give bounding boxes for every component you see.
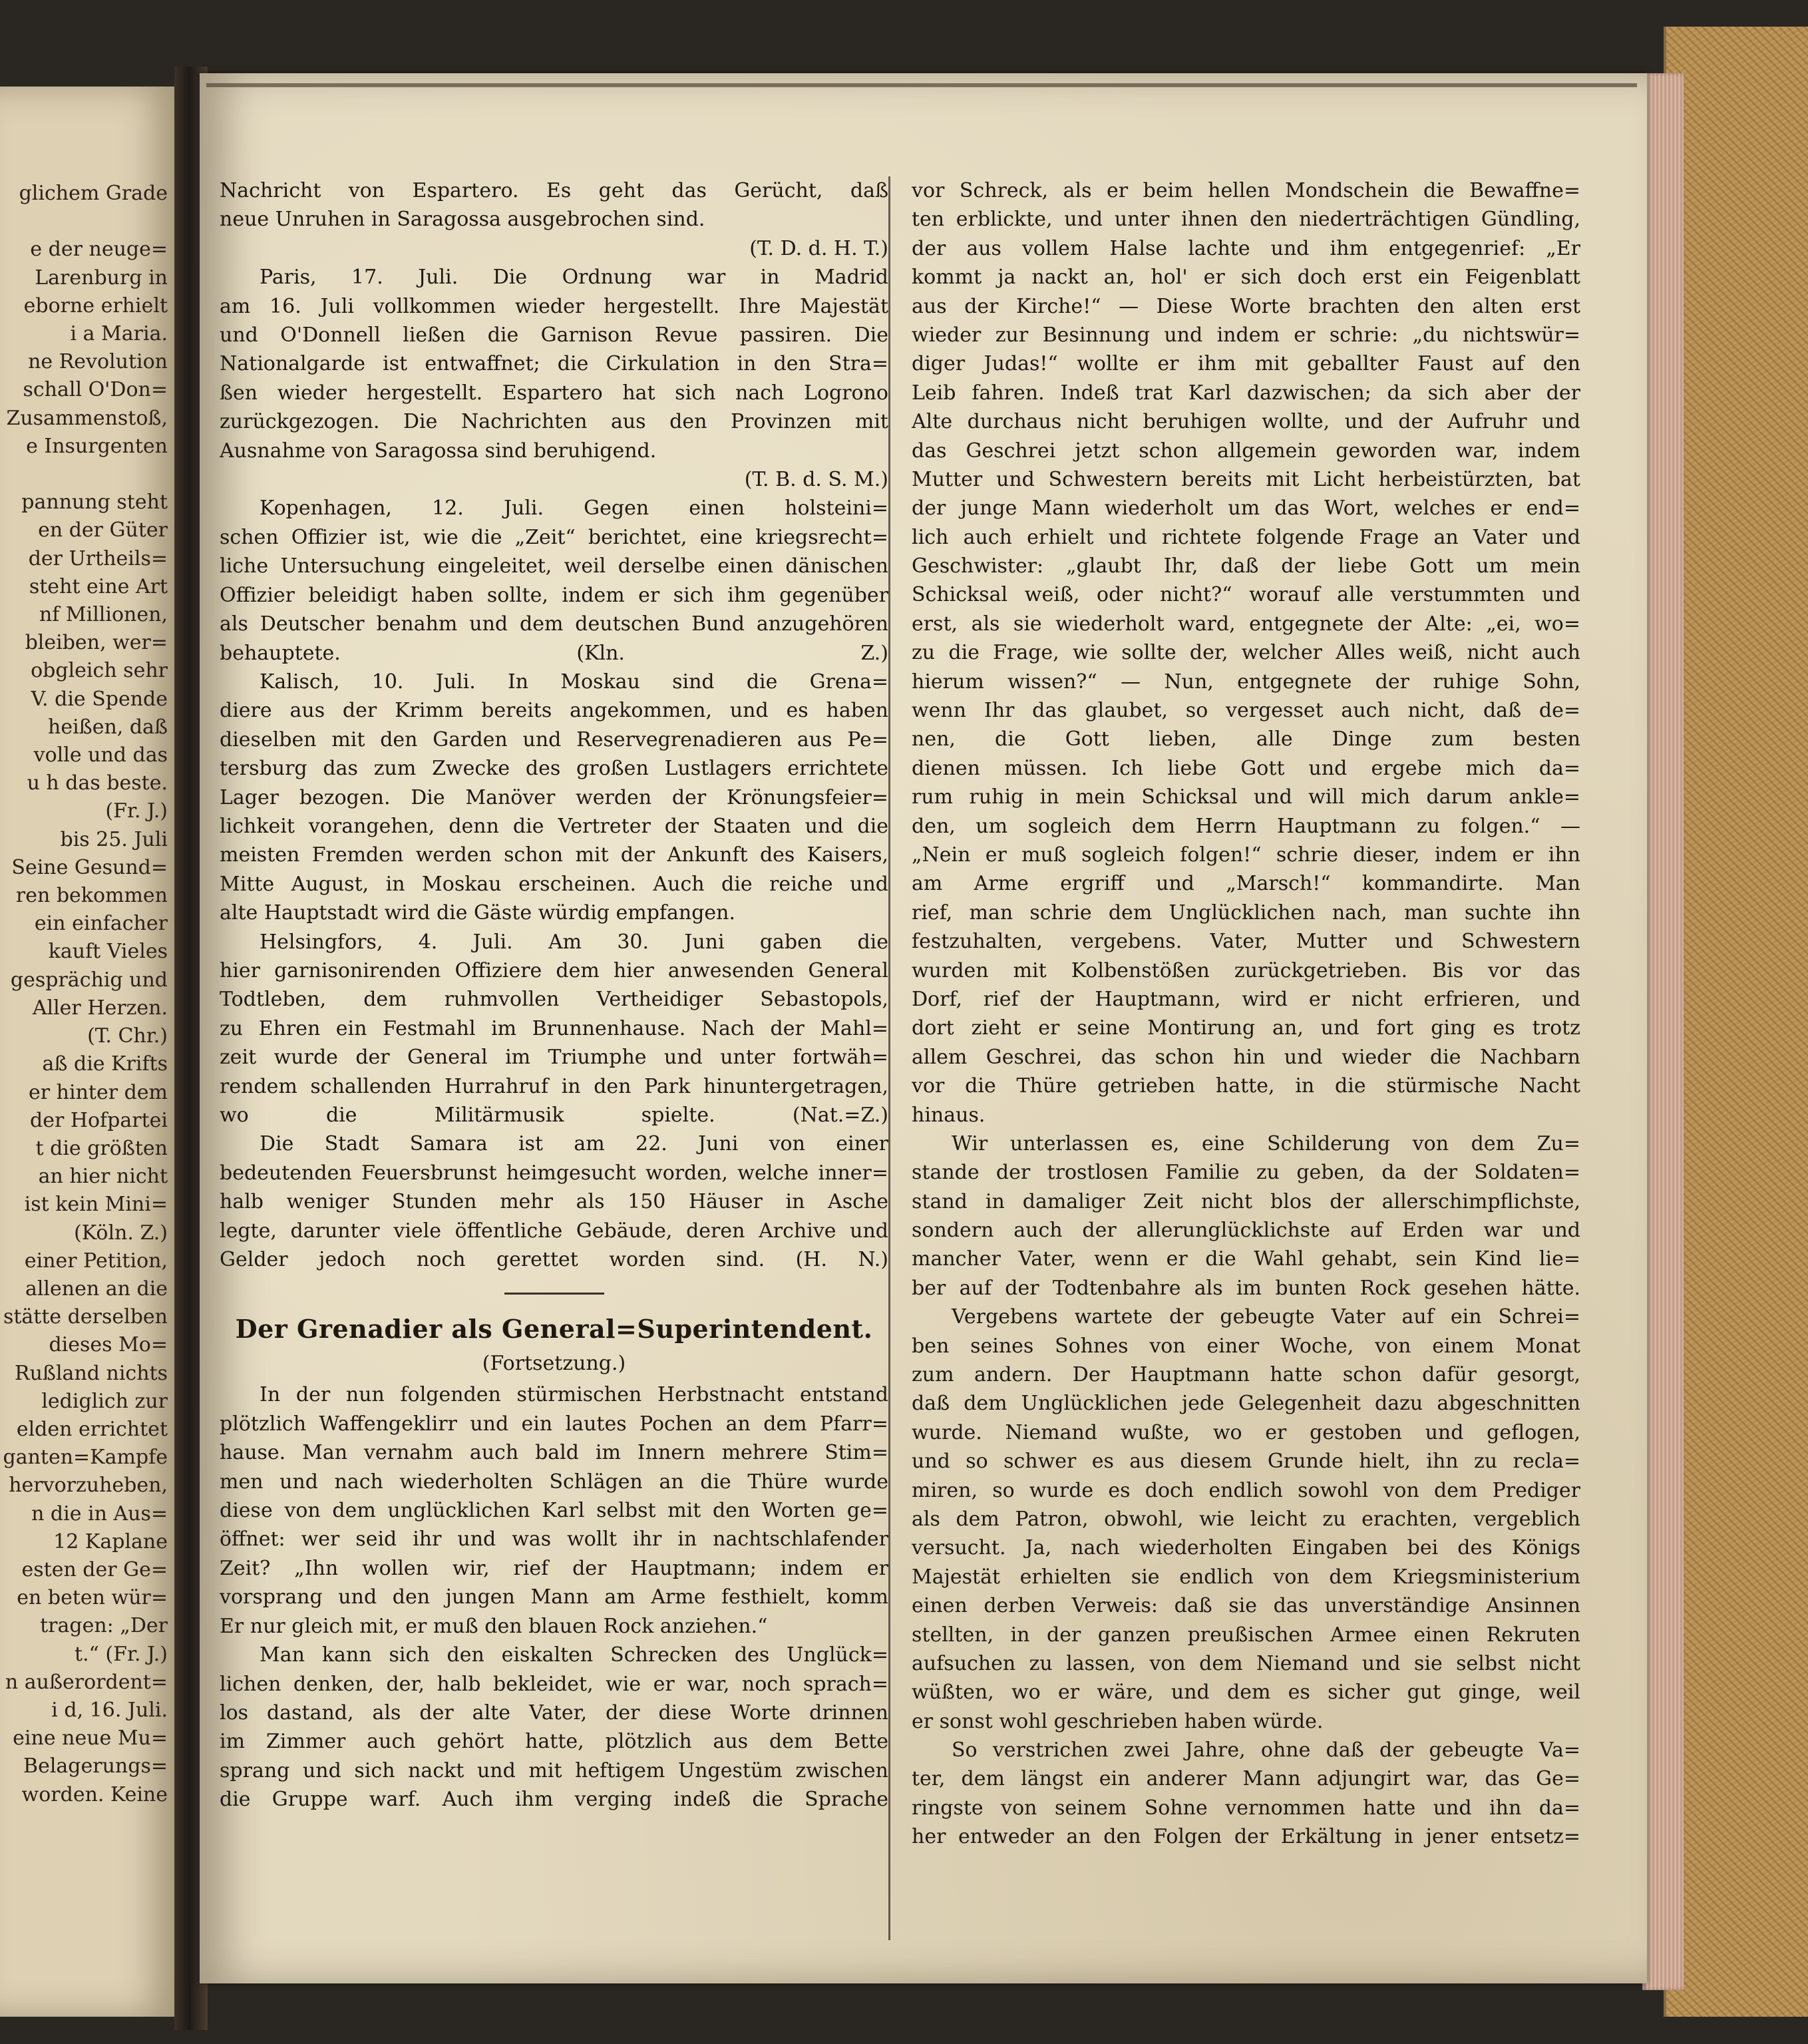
facing-text-line: ein einfacher [34,912,168,936]
text-line: ten erblickte, und unter ihnen den niederträchtigen Gündling, [912,208,1580,232]
text-line: Ausnahme von Saragossa sind beruhigend. [220,439,657,463]
text-line: So verstrichen zwei Jahre, ohne daß der gebeugte Va= [952,1738,1580,1762]
source-credit: (T. D. d. H. T.) [749,236,888,260]
text-line: hause. Man vernahm auch bald im Innern mehrere Stim= [220,1441,888,1465]
facing-text-line: (Köln. Z.) [74,1221,168,1245]
facing-text-line: tragen: „Der [40,1614,168,1638]
facing-text-line: dieses Mo= [49,1333,168,1357]
continuation-note: (Fortsetzung.) [482,1352,626,1376]
facing-text-line: Aller Herzen. [32,996,168,1020]
facing-text-line: en beten wür= [17,1586,168,1610]
text-line: Nachricht von Espartero. Es geht das Gerücht, daß [220,179,888,202]
facing-text-line: ganten=Kampfe [3,1446,168,1470]
text-line: öffnet: wer seid ihr und was wollt ihr in nachtschlafender [220,1528,888,1551]
facing-text-line: Larenburg in [35,266,168,290]
text-line: stand in damaliger Zeit nicht blos der allerschimpflichste, [912,1189,1580,1213]
text-line: hierum wissen?“ — Nun, entgegnete der ruhige Sohn, [912,670,1580,694]
facing-text-line: obgleich sehr [31,659,168,683]
facing-text-line: kauft Vieles [48,940,168,964]
text-line: und O'Donnell ließen die Garnison Revue passiren. Die [220,323,888,347]
facing-text-line: t.“ (Fr. J.) [74,1642,168,1666]
facing-text-line: stätte derselben [3,1305,168,1329]
text-line: der aus vollem Halse lachte und ihm entgegenrief: „Er [912,236,1580,260]
text-line: Kopenhagen, 12. Juli. Gegen einen holsteini= [260,497,888,520]
text-line: festzuhalten, vergebens. Vater, Mutter und Schwestern [912,930,1580,954]
text-line: Alte durchaus nicht beruhigen wollte, und der Aufruhr und [912,410,1580,434]
kalisch-report [220,668,888,928]
facing-text-line: allenen an die [25,1277,168,1301]
facing-text-line: i d, 16. Juli. [51,1698,168,1722]
text-line: er sonst wohl geschrieben haben würde. [912,1709,1324,1733]
facing-text-line: bleiben, wer= [25,631,168,655]
newspaper-page [200,73,1647,1983]
facing-text-line: er hinter dem [29,1080,168,1104]
text-line: ßen wieder hergestellt. Espartero hat sich nach Logrono [220,381,888,405]
text-line: der junge Mann wiederholt um das Wort, welches er end= [912,497,1580,520]
helsingfors-report [220,928,888,1130]
text-line: her entweder an den Folgen der Erkältung in jener entsetz= [912,1825,1580,1849]
facing-text-line: n außerordent= [5,1670,168,1694]
facing-text-line: Belagerungs= [23,1754,168,1778]
text-line: allem Geschrei, das schon hin und wieder die Nachbarn [912,1045,1580,1069]
text-line: die Gruppe warf. Auch ihm verging indeß die Sprache [220,1788,888,1812]
facing-text-line [0,208,168,236]
text-line: mancher Vater, wenn er die Wahl gehabt, sein Kind lie= [912,1247,1580,1271]
text-line: sprang und sich nackt und mit heftigem Ungestüm zwischen [220,1758,888,1782]
text-line: vorsprang und den jungen Mann am Arme festhielt, komm [220,1585,888,1609]
text-line: Nationalgarde ist entwaffnet; die Cirkulation in den Stra= [220,352,888,376]
facing-text-line: Zusammenstoß, [6,406,168,430]
text-line: Majestät erhielten sie endlich von dem Kriegsministerium [912,1565,1580,1589]
text-line: ben seines Sohnes von einer Woche, von einem Monat [912,1334,1580,1358]
text-line: wurde. Niemand wußte, wo er gestoben und geflogen, [912,1420,1580,1444]
text-line: Dorf, rief der Hauptmann, wird er nicht erfrieren, und [912,987,1580,1011]
text-line: als Deutscher benahm und dem deutschen Bund anzugehören [220,612,888,636]
facing-text-line: (Fr. J.) [105,799,168,823]
facing-text-line: heißen, daß [48,715,168,739]
text-line: Man kann sich den eiskalten Schrecken des Unglück= [260,1643,888,1667]
text-line: den, um sogleich dem Herrn Hauptmann zu folgen.“ — [912,814,1580,838]
facing-text-line: i a Maria. [70,322,168,346]
text-line: vor die Thüre getrieben hatte, in die stürmische Nacht [912,1074,1580,1098]
text-line: miren, so wurde es doch endlich sowohl von dem Prediger [912,1478,1580,1502]
facing-text-line: einer Petition, [24,1249,168,1273]
facing-text-line: an hier nicht [38,1165,168,1189]
facing-text-line: e Insurgenten [26,434,168,458]
text-line: aufsuchen zu lassen, von dem Niemand und sie selbst nicht [912,1651,1580,1675]
facing-text-line: 12 Kaplane [53,1530,168,1553]
text-line: lichen denken, der, halb bekleidet, wie er war, noch sprach= [220,1672,888,1696]
text-line: legte, darunter viele öffentliche Gebäude, deren Archive und [220,1219,888,1243]
text-line: Offizier beleidigt haben sollte, indem er sich ihm gegenüber [220,583,888,607]
text-line: wurden mit Kolbenstößen zurückgetrieben. Bis vor das [912,958,1580,982]
facing-text-line: der Urtheils= [28,546,168,570]
facing-page-text [0,180,168,1809]
text-line: wieder zur Besinnung und indem er schrie: „du nichtswür= [912,323,1580,347]
text-line: In der nun folgenden stürmischen Herbstnacht entstand [260,1383,888,1407]
text-line: diese von dem unglücklichen Karl selbst mit den Worten ge= [220,1499,888,1523]
text-line: dieselben mit den Garden und Reservegrenadieren aus Pe= [220,727,888,751]
text-line: das Geschrei jetzt schon allgemein geworden war, indem [912,439,1580,463]
facing-text-line: schall O'Don= [23,378,168,402]
facing-text-line [0,461,168,489]
text-line: und so schwer es aus diesem Grunde hielt, ihn zu recla= [912,1450,1580,1474]
text-line: daß dem Unglücklichen jede Gelegenheit dazu abgeschnitten [912,1392,1580,1416]
text-line: erst, als sie wiederholt ward, entgegnete der Alte: „ei, wo= [912,612,1580,636]
text-line: kommt ja nackt an, hol' er sich doch erst ein Feigenblatt [912,266,1580,290]
text-line: hinaus. [912,1103,986,1127]
text-line: Vergebens wartete der gebeugte Vater auf ein Schrei= [952,1305,1580,1329]
text-line: Mitte August, in Moskau erscheinen. Auch die reiche und [220,872,888,896]
text-line: Kalisch, 10. Juli. In Moskau sind die Grena= [260,670,888,694]
paris-report [220,263,888,465]
facing-text-line: worden. Keine [21,1782,168,1806]
text-line: rendem schallenden Hurrahruf in den Park hinuntergetragen, [220,1074,888,1098]
text-line: Leib fahren. Indeß trat Karl dazwischen; da sich aber der [912,381,1580,405]
text-line: plötzlich Waffengeklirr und ein lautes Pochen an dem Pfarr= [220,1412,888,1436]
facing-text-line: lediglich zur [41,1389,168,1413]
text-line: einen derben Verweis: daß sie das unverständige Ansinnen [912,1594,1580,1618]
text-line: zu Ehren ein Festmahl im Brunnenhause. Nach der Mahl= [220,1016,888,1040]
text-line: men und nach wiederholten Schlägen an die Thüre wurde [220,1470,888,1494]
text-line: zum andern. Der Hauptmann hatte schon dafür gesorgt, [912,1363,1580,1387]
text-line: ter, dem längst ein anderer Mann adjungirt war, das Ge= [912,1767,1580,1791]
text-line: vor Schreck, als er beim hellen Mondschein die Bewaffne= [912,179,1580,202]
text-line: hier garnisonirenden Offiziere dem hier anwesenden General [220,958,888,982]
text-line: schen Offizier ist, wie die „Zeit“ berichtet, eine kriegsrecht= [220,525,888,549]
text-line: am Arme ergriff und „Marsch!“ kommandirte. Man [912,872,1580,896]
facing-text-line: u h das beste. [27,771,168,795]
text-line: lich auch erhielt und richtete folgende Frage an Vater und [912,525,1580,549]
facing-text-line: steht eine Art [29,574,168,598]
text-line: behauptete. (Kln. Z.) [220,641,888,665]
facing-text-line: elden errichtet [16,1417,168,1441]
facing-text-line: Seine Gesund= [11,855,168,879]
text-line: ringste von seinem Sohne vernommen hatte und ihn da= [912,1796,1580,1820]
text-line: los dastand, als der alte Vater, der diese Worte drinnen [220,1701,888,1725]
text-line: sondern auch der allerunglücklichste auf Erden war und [912,1219,1580,1243]
text-line: stellten, in der ganzen preußischen Armee einen Rekruten [912,1623,1580,1647]
text-line: im Zimmer auch gehört hatte, plötzlich aus dem Bette [220,1730,888,1754]
text-line: Schicksal weiß, oder nicht?“ worauf alle verstummten und [912,583,1580,607]
text-line: nen, die Gott lieben, alle Dinge zum besten [912,727,1580,751]
top-rule [206,83,1637,87]
text-line: Er nur gleich mit, er muß den blauen Rock anziehen.“ [220,1614,768,1638]
facing-text-line: (T. Chr.) [87,1024,168,1048]
facing-text-line: der Hofpartei [30,1108,168,1132]
text-line: wüßten, wo er wäre, und dem es sicher gut ginge, weil [912,1681,1580,1705]
text-line: diger Judas!“ wollte er ihm mit geballter Faust auf den [912,352,1580,376]
text-line: aus der Kirche!“ — Diese Worte brachten den alten erst [912,294,1580,318]
facing-text-line: hervorzuheben, [9,1474,168,1498]
facing-text-line: esten der Ge= [21,1557,168,1581]
text-line: Wir unterlassen es, eine Schilderung von dem Zu= [952,1131,1580,1155]
facing-text-line: Rußland nichts [15,1361,168,1385]
cover-board [1664,27,1808,2017]
text-line: lichkeit vorangehen, denn die Vertreter der Staaten und die [220,814,888,838]
text-line: Die Stadt Samara ist am 22. Juni von einer [260,1132,888,1156]
column-left [220,176,888,1814]
text-line: Todtleben, dem ruhmvollen Vertheidiger Sebastopols, [220,988,888,1012]
text-line: Mutter und Schwestern bereits mit Licht herbeistürzten, bat [912,467,1580,491]
text-line: neue Unruhen in Saragossa ausgebrochen sind. [220,208,705,232]
text-line: Geschwister: „glaubt Ihr, daß der liebe Gott um mein [912,554,1580,578]
facing-text-line: n die in Aus= [31,1502,168,1526]
text-line: liche Untersuchung eingeleitet, weil derselbe einen dänischen [220,554,888,578]
facing-text-line: ren bekommen [15,884,168,908]
text-line: rief, man schrie dem Unglücklichen nach, man suchte ihn [912,901,1580,924]
facing-text-line: eborne erhielt [23,294,168,317]
story-headline: Der Grenadier als General=Superintendent. [235,1314,873,1344]
facing-text-line: e der neuge= [30,238,168,262]
column-right [912,176,1580,1852]
facing-text-line: ne Revolution [28,350,168,374]
column-divider [888,176,890,1940]
facing-text-line: t die größten [35,1136,168,1160]
source-credit: (T. B. d. S. M.) [744,468,888,492]
text-line: als dem Patron, obwohl, wie leicht zu erachten, vergeblich [912,1507,1580,1531]
page-edges [1642,73,1684,1990]
story-paragraph [220,1641,888,1814]
text-line: Helsingfors, 4. Juli. Am 30. Juni gaben die [260,930,888,954]
facing-text-line: ist kein Mini= [24,1193,168,1217]
text-line: alte Hauptstadt wird die Gäste würdig empfangen. [220,901,736,925]
espartero-report [220,176,888,234]
text-line: Gelder jedoch noch gerettet worden sind. (H. N.) [220,1248,888,1272]
text-line: ber auf der Todtenbahre als im bunten Rock gesehen hätte. [912,1276,1580,1300]
text-line: rum ruhig in mein Schicksal und will mich darum ankle= [912,785,1580,809]
section-rule [504,1293,604,1295]
text-line: zurückgezogen. Die Nachrichten aus den Provinzen mit [220,410,888,434]
text-line: diere aus der Krimm bereits angekommen, und es haben [220,699,888,723]
facing-text-line: glichem Grade [19,182,168,205]
samara-report [220,1129,888,1274]
kopenhagen-report [220,494,888,667]
text-line: bedeutenden Feuersbrunst heimgesucht worden, welche inner= [220,1161,888,1185]
facing-text-line: bis 25. Juli [60,827,168,851]
facing-text-line: volle und das [33,743,168,767]
facing-page-left [0,87,181,2017]
text-line: wenn Ihr das glaubet, so vergesset auch nicht, daß de= [912,699,1580,723]
text-line: Paris, 17. Juli. Die Ordnung war in Madrid [260,266,888,290]
text-line: halb weniger Stunden mehr als 150 Häuser in Asche [220,1190,888,1214]
text-line: Zeit? „Ihn wollen wir, rief der Hauptmann; indem er [220,1556,888,1580]
text-line: „Nein er muß sogleich folgen!“ schrie dieser, indem er ihn [912,843,1580,867]
text-line: am 16. Juli vollkommen wieder hergestellt. Ihre Majestät [220,294,888,318]
text-line: zeit wurde der General im Triumphe und unter fortwäh= [220,1046,888,1070]
text-line: meisten Fremden werden schon mit der Ankunft des Kaisers, [220,843,888,867]
facing-text-line: eine neue Mu= [13,1727,168,1750]
text-line: zu die Frage, wie sollte der, welcher Alles weiß, nicht auch [912,641,1580,665]
text-line: wo die Militärmusik spielte. (Nat.=Z.) [220,1104,888,1127]
text-line: stande der trostlosen Familie zu geben, da der Soldaten= [912,1161,1580,1185]
facing-text-line: en der Güter [38,518,168,542]
text-line: dienen müssen. Ich liebe Gott und ergebe mich da= [912,756,1580,780]
text-line: dort zieht er seine Montirung an, und fort ging es trotz [912,1016,1580,1040]
facing-text-line: gesprächig und [10,968,168,992]
facing-text-line: pannung steht [21,491,168,514]
text-line: tersburg das zum Zwecke des großen Lustlagers errichtete [220,757,888,781]
facing-text-line: aß die Krifts [42,1052,168,1076]
facing-text-line: V. die Spende [31,687,168,711]
text-line: versucht. Ja, nach wiederholten Eingaben bei des Königs [912,1536,1580,1560]
story-paragraph [220,1380,888,1641]
text-line: Lager bezogen. Die Manöver werden der Krönungsfeier= [220,785,888,809]
facing-text-line: nf Millionen, [39,603,168,627]
